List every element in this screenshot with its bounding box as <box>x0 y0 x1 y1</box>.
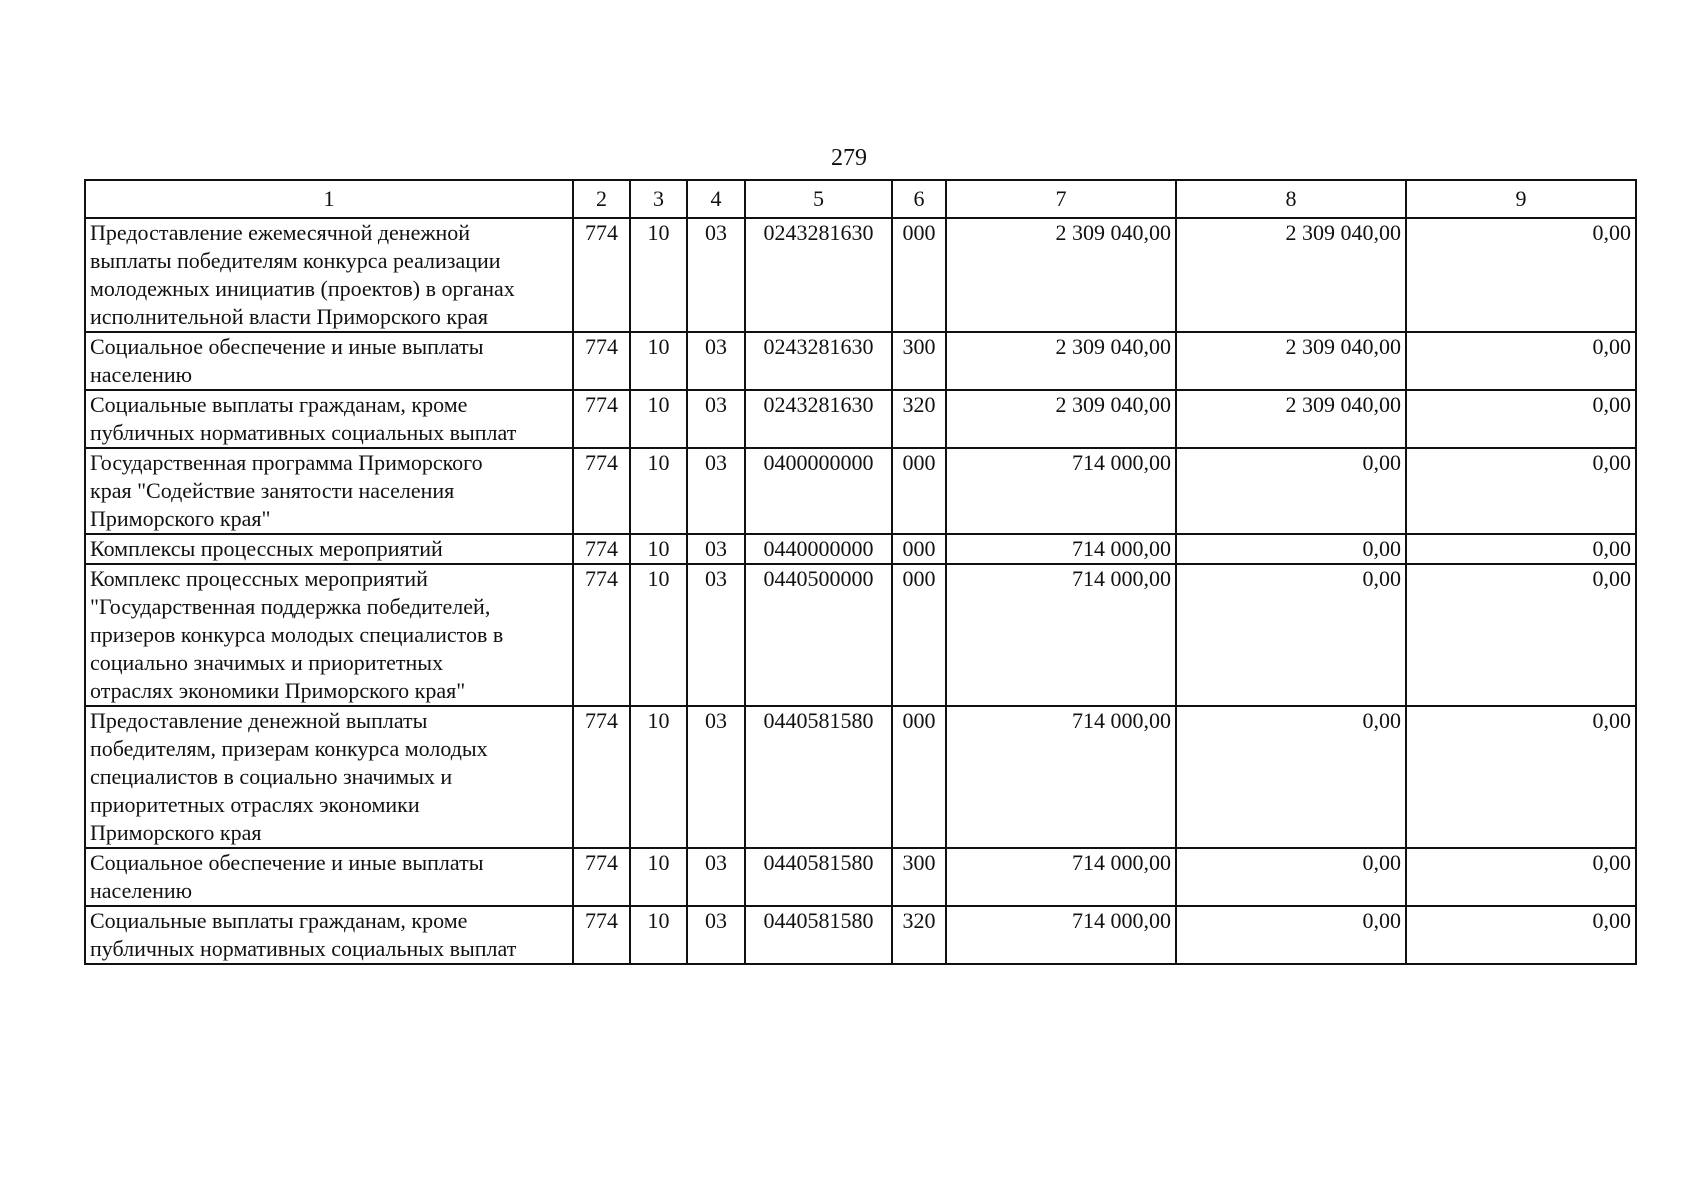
amount-col7-cell: 2 309 040,00 <box>946 332 1176 390</box>
subsection-code-cell: 03 <box>687 534 745 564</box>
column-header: 3 <box>630 180 687 218</box>
expense-type-cell: 000 <box>892 706 946 848</box>
target-article-cell: 0400000000 <box>745 448 892 534</box>
table-row <box>85 218 1636 332</box>
expense-type-cell: 320 <box>892 390 946 448</box>
column-header: 6 <box>892 180 946 218</box>
row-name-cell: Социальные выплаты гражданам, кроме публичных нормативных социальных выплат <box>85 906 573 964</box>
ministry-code-cell: 774 <box>573 332 630 390</box>
table-row <box>85 906 1636 964</box>
amount-col9-cell: 0,00 <box>1406 390 1636 448</box>
target-article-cell: 0440000000 <box>745 534 892 564</box>
amount-col8-cell: 0,00 <box>1176 564 1406 706</box>
column-header: 5 <box>745 180 892 218</box>
section-code-cell: 10 <box>630 906 687 964</box>
section-code-cell: 10 <box>630 534 687 564</box>
amount-col9-cell: 0,00 <box>1406 848 1636 906</box>
ministry-code-cell: 774 <box>573 564 630 706</box>
table-row <box>85 390 1636 448</box>
target-article-cell: 0440581580 <box>745 706 892 848</box>
expense-type-cell: 000 <box>892 448 946 534</box>
amount-col7-cell: 714 000,00 <box>946 706 1176 848</box>
section-code-cell: 10 <box>630 332 687 390</box>
amount-col8-cell: 2 309 040,00 <box>1176 390 1406 448</box>
subsection-code-cell: 03 <box>687 906 745 964</box>
table-row <box>85 564 1636 706</box>
amount-col7-cell: 714 000,00 <box>946 848 1176 906</box>
amount-col7-cell: 2 309 040,00 <box>946 218 1176 332</box>
expense-type-cell: 000 <box>892 564 946 706</box>
section-code-cell: 10 <box>630 218 687 332</box>
amount-col8-cell: 2 309 040,00 <box>1176 332 1406 390</box>
budget-table <box>84 179 1637 965</box>
subsection-code-cell: 03 <box>687 218 745 332</box>
expense-type-cell: 300 <box>892 332 946 390</box>
subsection-code-cell: 03 <box>687 448 745 534</box>
amount-col7-cell: 714 000,00 <box>946 906 1176 964</box>
target-article-cell: 0440581580 <box>745 848 892 906</box>
target-article-cell: 0243281630 <box>745 332 892 390</box>
expense-type-cell: 000 <box>892 534 946 564</box>
ministry-code-cell: 774 <box>573 848 630 906</box>
amount-col9-cell: 0,00 <box>1406 906 1636 964</box>
amount-col7-cell: 714 000,00 <box>946 534 1176 564</box>
column-header: 4 <box>687 180 745 218</box>
amount-col9-cell: 0,00 <box>1406 332 1636 390</box>
amount-col8-cell: 2 309 040,00 <box>1176 218 1406 332</box>
section-code-cell: 10 <box>630 564 687 706</box>
table-row <box>85 534 1636 564</box>
subsection-code-cell: 03 <box>687 706 745 848</box>
row-name-cell: Социальное обеспечение и иные выплаты населению <box>85 848 573 906</box>
row-name-cell: Государственная программа Приморского края "Содействие занятости населения Приморского края" <box>85 448 573 534</box>
ministry-code-cell: 774 <box>573 218 630 332</box>
subsection-code-cell: 03 <box>687 332 745 390</box>
amount-col7-cell: 714 000,00 <box>946 448 1176 534</box>
amount-col9-cell: 0,00 <box>1406 706 1636 848</box>
ministry-code-cell: 774 <box>573 706 630 848</box>
header-row <box>85 180 1636 218</box>
section-code-cell: 10 <box>630 706 687 848</box>
row-name-cell: Комплекс процессных мероприятий "Государственная поддержка победителей, призеров конкурса молодых специалистов в социально значимых и приоритетных отраслях экономики Приморского края" <box>85 564 573 706</box>
ministry-code-cell: 774 <box>573 448 630 534</box>
amount-col8-cell: 0,00 <box>1176 534 1406 564</box>
subsection-code-cell: 03 <box>687 564 745 706</box>
ministry-code-cell: 774 <box>573 534 630 564</box>
row-name-cell: Социальное обеспечение и иные выплаты населению <box>85 332 573 390</box>
row-name-cell: Предоставление ежемесячной денежной выплаты победителям конкурса реализации молодежных инициатив (проектов) в органах исполнительной власти Приморского края <box>85 218 573 332</box>
amount-col8-cell: 0,00 <box>1176 706 1406 848</box>
column-header: 1 <box>85 180 573 218</box>
amount-col9-cell: 0,00 <box>1406 448 1636 534</box>
target-article-cell: 0440581580 <box>745 906 892 964</box>
expense-type-cell: 320 <box>892 906 946 964</box>
page-number: 279 <box>831 145 867 171</box>
table-row <box>85 448 1636 534</box>
amount-col9-cell: 0,00 <box>1406 564 1636 706</box>
target-article-cell: 0440500000 <box>745 564 892 706</box>
amount-col8-cell: 0,00 <box>1176 848 1406 906</box>
section-code-cell: 10 <box>630 848 687 906</box>
column-header: 2 <box>573 180 630 218</box>
amount-col8-cell: 0,00 <box>1176 906 1406 964</box>
section-code-cell: 10 <box>630 390 687 448</box>
expense-type-cell: 000 <box>892 218 946 332</box>
target-article-cell: 0243281630 <box>745 218 892 332</box>
amount-col9-cell: 0,00 <box>1406 534 1636 564</box>
amount-col7-cell: 714 000,00 <box>946 564 1176 706</box>
row-name-cell: Комплексы процессных мероприятий <box>85 534 573 564</box>
row-name-cell: Предоставление денежной выплаты победителям, призерам конкурса молодых специалистов в социально значимых и приоритетных отраслях экономики Приморского края <box>85 706 573 848</box>
row-name-cell: Социальные выплаты гражданам, кроме публичных нормативных социальных выплат <box>85 390 573 448</box>
table-row <box>85 706 1636 848</box>
amount-col9-cell: 0,00 <box>1406 218 1636 332</box>
column-header: 8 <box>1176 180 1406 218</box>
amount-col8-cell: 0,00 <box>1176 448 1406 534</box>
table-row <box>85 848 1636 906</box>
table-row <box>85 332 1636 390</box>
expense-type-cell: 300 <box>892 848 946 906</box>
subsection-code-cell: 03 <box>687 848 745 906</box>
section-code-cell: 10 <box>630 448 687 534</box>
ministry-code-cell: 774 <box>573 906 630 964</box>
column-header: 9 <box>1406 180 1636 218</box>
amount-col7-cell: 2 309 040,00 <box>946 390 1176 448</box>
target-article-cell: 0243281630 <box>745 390 892 448</box>
column-header: 7 <box>946 180 1176 218</box>
ministry-code-cell: 774 <box>573 390 630 448</box>
subsection-code-cell: 03 <box>687 390 745 448</box>
